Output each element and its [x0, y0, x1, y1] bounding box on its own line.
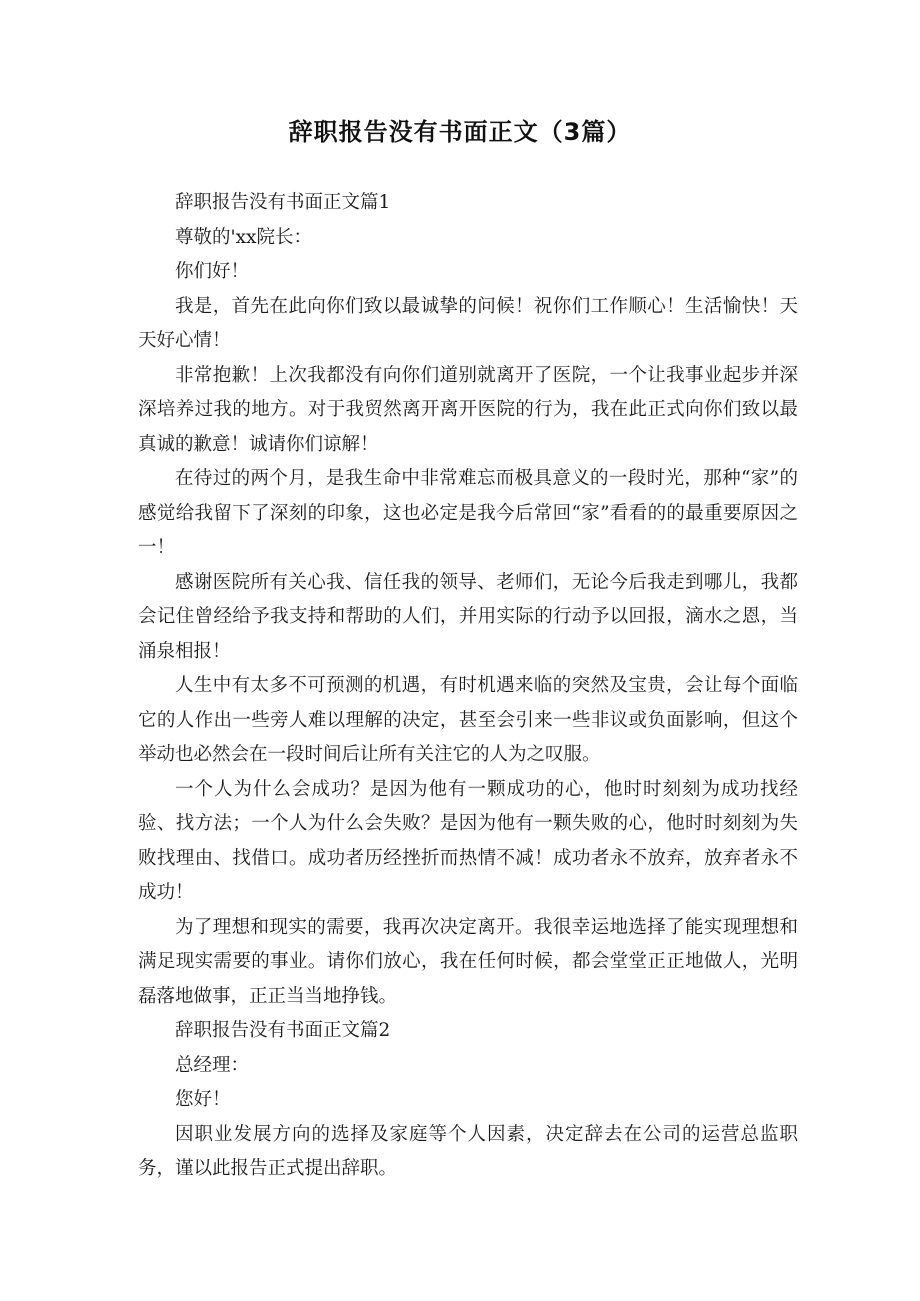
greeting: 您好！ [175, 1089, 231, 1110]
body-paragraph: 为了理想和现实的需要，我再次决定离开。我很幸运地选择了能实现理想和满足现实需要的事业。请你们放心，我在任何时候，都会堂堂正正地做人，光明磊落地做事，正正当当地挣钱。 [138, 916, 798, 1007]
body-paragraph: 因职业发展方向的选择及家庭等个人因素，决定辞去在公司的运营总监职务，谨以此报告正式提出辞职。 [138, 1123, 798, 1179]
body-paragraph: 感谢医院所有关心我、信任我的领导、老师们，无论今后我走到哪儿，我都会记住曾经给予我支持和帮助的人们，并用实际的行动予以回报，滴水之恩，当涌泉相报！ [138, 571, 798, 662]
section-heading-1: 辞职报告没有书面正文篇1 [175, 192, 391, 213]
document-title: 辞职报告没有书面正文（3篇） [288, 118, 632, 146]
body-paragraph: 在待过的两个月，是我生命中非常难忘而极具意义的一段时光，那种“家”的感觉给我留下了深刻的印象，这也必定是我今后常回“家”看看的的最重要原因之一！ [138, 468, 798, 558]
salutation: 总经理： [175, 1054, 250, 1076]
body-paragraph: 人生中有太多不可预测的机遇，有时机遇来临的突然及宝贵，会让每个面临它的人作出一些旁人难以理解的决定，甚至会引来一些非议或负面影响，但这个举动也必然会在一段时间后让所有关注它的人为之叹服。 [138, 675, 798, 765]
greeting: 你们好！ [175, 261, 250, 282]
body-paragraph: 我是，首先在此向你们致以最诚挚的问候！祝你们工作顺心！生活愉快！天天好心情！ [138, 295, 798, 351]
section-heading-2: 辞职报告没有书面正文篇2 [175, 1020, 391, 1041]
body-paragraph: 非常抱歉！上次我都没有向你们道别就离开了医院，一个让我事业起步并深深培养过我的地方。对于我贸然离开离开医院的行为，我在此正式向你们致以最真诚的歉意！诚请你们谅解！ [138, 364, 798, 455]
body-paragraph: 一个人为什么会成功？是因为他有一颗成功的心，他时时刻刻为成功找经验、找方法；一个人为什么会失败？是因为他有一颗失败的心，他时时刻刻为失败找理由、找借口。成功者历经挫折而热情不减！成功者永不放弃，放弃者永不成功！ [138, 778, 798, 903]
salutation: 尊敬的'xx院长： [175, 226, 312, 248]
document-body [138, 186, 798, 1187]
